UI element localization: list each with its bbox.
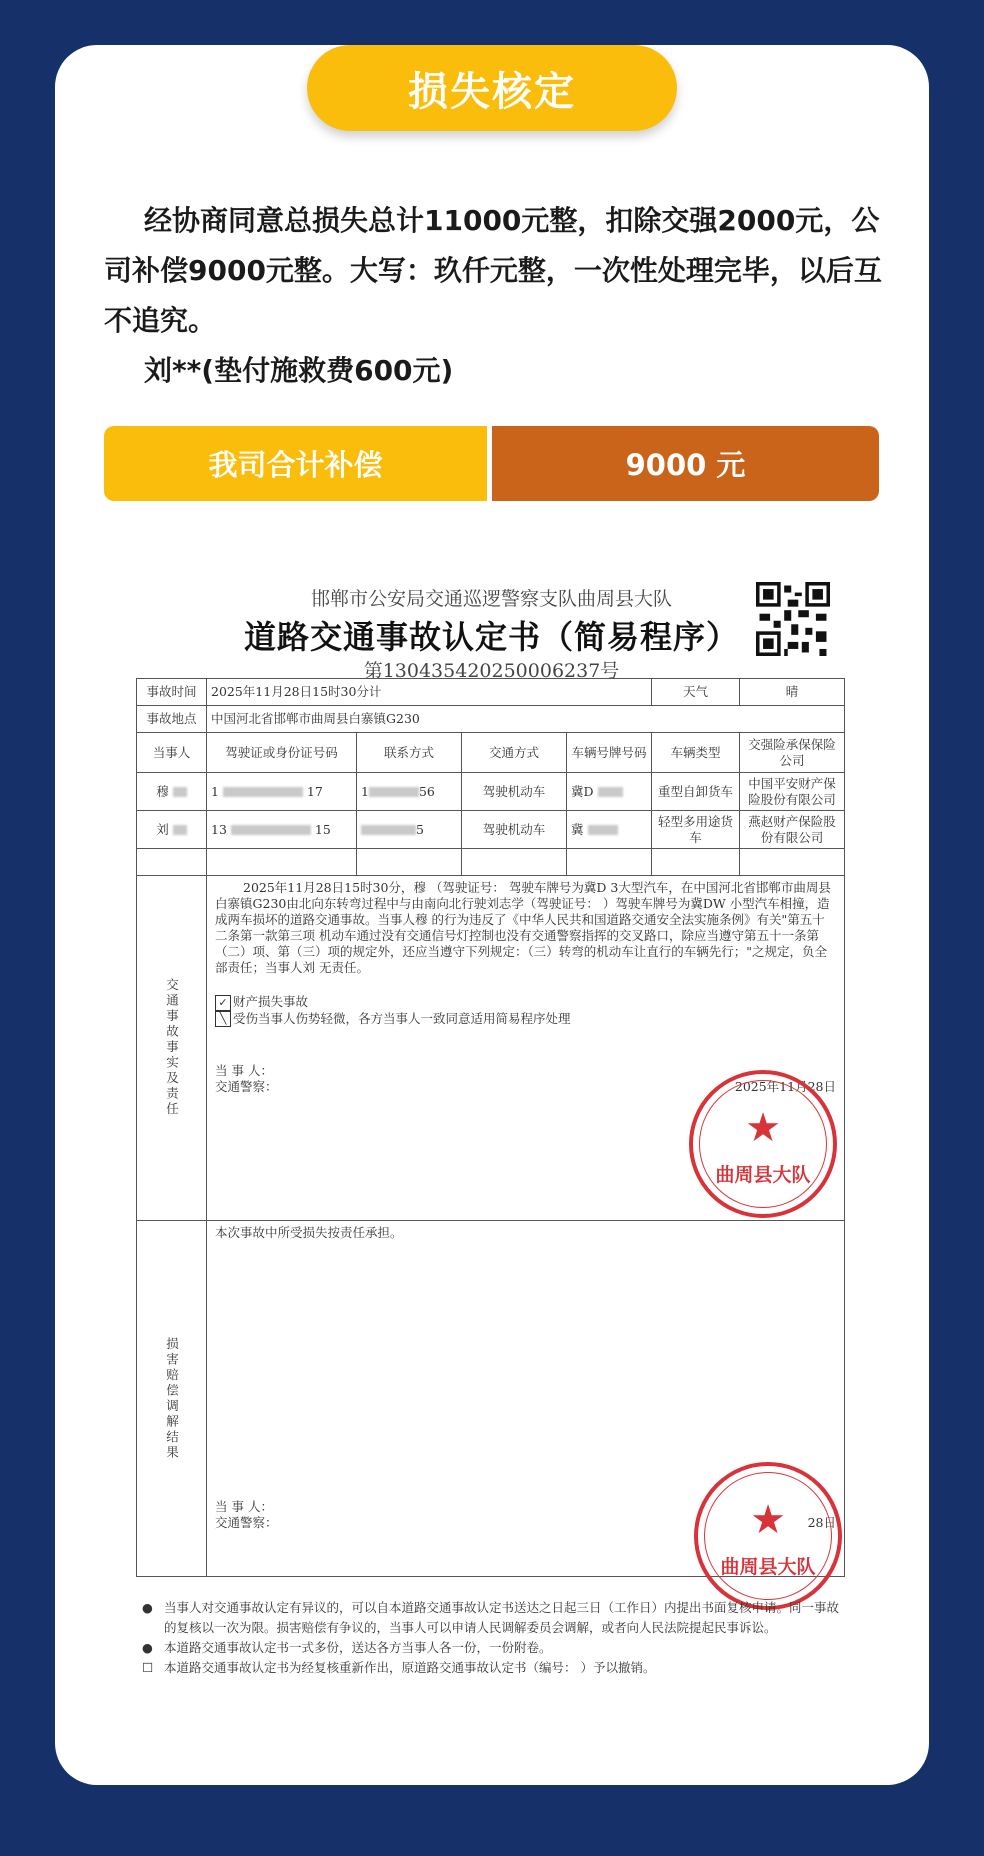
time-value: 2025年11月28日15时30分计	[207, 679, 652, 706]
redaction	[588, 825, 618, 835]
insurer: 中国平安财产保险股份有限公司	[740, 773, 845, 811]
compensation-row	[104, 426, 879, 501]
doc-title: 道路交通事故认定书（简易程序）	[243, 618, 739, 656]
vehicle-type: 轻型多用途货车	[652, 811, 740, 849]
checked-icon: ✓	[215, 995, 231, 1011]
facts-date: 2025年11月28日	[734, 1079, 836, 1094]
doc-number: 第130435420250006237号	[363, 660, 620, 682]
compensation-text: 本次事故中所受损失按责任承担。	[215, 1225, 403, 1240]
note-3: 本道路交通事故认定书为经复核重新作出，原道路交通事故认定书（编号： ）予以撤销。	[164, 1660, 656, 1675]
party-mode: 驾驶机动车	[462, 811, 567, 849]
doc-issuer: 邯郸市公安局交通巡逻警察支队曲周县大队	[310, 588, 672, 610]
col-license: 驾驶证或身份证号码	[207, 733, 357, 773]
party-mode: 驾驶机动车	[462, 773, 567, 811]
compensation-label-vertical: 损害赔偿调解结果	[137, 1221, 207, 1577]
insurer: 燕赵财产保险股份有限公司	[740, 811, 845, 849]
redaction	[173, 825, 187, 835]
check1-label: 财产损失事故	[233, 994, 309, 1009]
phone-end: 56	[418, 783, 435, 799]
plate-start: 冀	[571, 821, 584, 837]
official-seal	[689, 1070, 837, 1218]
col-contact: 联系方式	[357, 733, 462, 773]
facts-label: 交通事故事实及责任	[137, 876, 207, 1221]
party-name: 穆	[156, 783, 169, 799]
vehicle-type: 重型自卸货车	[652, 773, 740, 811]
place-label: 事故地点	[137, 706, 207, 733]
compensation-date: 28日	[807, 1515, 836, 1530]
license-start: 1	[211, 783, 219, 799]
table-row	[137, 773, 845, 811]
checkbox-injury	[215, 1011, 836, 1028]
col-insurer: 交强险承保保险公司	[740, 733, 845, 773]
star-icon: ★	[750, 1497, 786, 1543]
official-seal-2	[694, 1462, 842, 1610]
party-name: 刘	[156, 821, 169, 837]
party-sign: 当 事 人：	[215, 1063, 273, 1078]
license-end: 15	[314, 821, 331, 837]
summary-note: 刘**(垫付施救费600元)	[144, 354, 454, 387]
compensation-amount: 9000 元	[492, 426, 879, 501]
license-end: 17	[306, 783, 323, 799]
loss-summary	[104, 196, 884, 396]
col-plate: 车辆号牌号码	[567, 733, 652, 773]
redaction	[369, 787, 419, 797]
party-sign-2: 当 事 人：	[215, 1499, 273, 1514]
seal-text: 曲周县大队	[715, 1164, 811, 1186]
phone-start: 1	[361, 783, 369, 799]
redaction	[231, 825, 311, 835]
redaction	[598, 787, 623, 797]
slash-icon: ╲	[215, 1011, 231, 1027]
redaction	[173, 787, 187, 797]
checkbox-property	[215, 994, 836, 1011]
facts-text: 2025年11月28日15时30分，穆 （驾驶证号： 驾驶车牌号为冀D 3大型汽车，在中国河北省邯郸市曲周县白寨镇G230由北向东转弯过程中与由南向北行驶刘志学（驾驶证号： ）驾驶车牌号为冀DW 小型汽车相撞，造成两车损坏的道路交通事故。当事人穆 的行为违反了《中华人民共和国道路交通安全法实施条例》有关"第五十二条第一款第三项 机动车通过没有交通信号灯控制也没有交通警察指挥的交叉路口，除应当遵守第五十一条第（二）项、第（三）项的规定外，还应当遵守下列规定：（三）转弯的机动车让直行的车辆先行；"之规定，负全部责任；当事人刘 无责任。	[215, 880, 831, 975]
police-sign-2: 交通警察：	[215, 1515, 278, 1530]
note-2: 本道路交通事故认定书一式多份，送达各方当事人各一份，一份附卷。	[164, 1640, 552, 1655]
police-sign: 交通警察：	[215, 1079, 278, 1094]
note-1: 当事人对交通事故认定有异议的，可以自本道路交通事故认定书送达之日起三日（工作日）内提出书面复核申请。同一事故的复核以一次为限。损害赔偿有争议的，当事人可以申请人民调解委员会调解，或者向人民法院提起民事诉讼。	[164, 1600, 840, 1635]
bullet-icon: ●	[142, 1640, 153, 1655]
compensation-label: 我司合计补偿	[104, 426, 487, 501]
phone-end: 5	[416, 821, 424, 837]
accident-certificate	[104, 540, 879, 1710]
time-label: 事故时间	[137, 679, 207, 706]
weather-label: 天气	[652, 679, 740, 706]
plate-start: 冀D	[571, 783, 594, 799]
place-value: 中国河北省邯郸市曲周县白寨镇G230	[207, 706, 845, 733]
checkbox-icon: ☐	[142, 1660, 154, 1675]
summary-text: 经协商同意总损失总计11000元整，扣除交强2000元，公司补偿9000元整。大写：玖仟元整，一次性处理完毕，以后互不追究。	[104, 204, 882, 337]
col-vtype: 车辆类型	[652, 733, 740, 773]
qr-code-icon	[756, 582, 830, 656]
table-row	[137, 811, 845, 849]
star-icon: ★	[745, 1105, 781, 1151]
seal-text: 曲周县大队	[720, 1556, 816, 1578]
weather-value: 晴	[740, 679, 845, 706]
col-party: 当事人	[137, 733, 207, 773]
section-title: 损失核定	[307, 45, 677, 131]
redaction	[361, 825, 416, 835]
license-start: 13	[211, 821, 227, 837]
check2-label: 受伤当事人伤势轻微，各方当事人一致同意适用简易程序处理	[233, 1010, 571, 1026]
col-mode: 交通方式	[462, 733, 567, 773]
bullet-icon: ●	[142, 1600, 153, 1615]
redaction	[223, 787, 303, 797]
footnotes	[140, 1598, 840, 1678]
